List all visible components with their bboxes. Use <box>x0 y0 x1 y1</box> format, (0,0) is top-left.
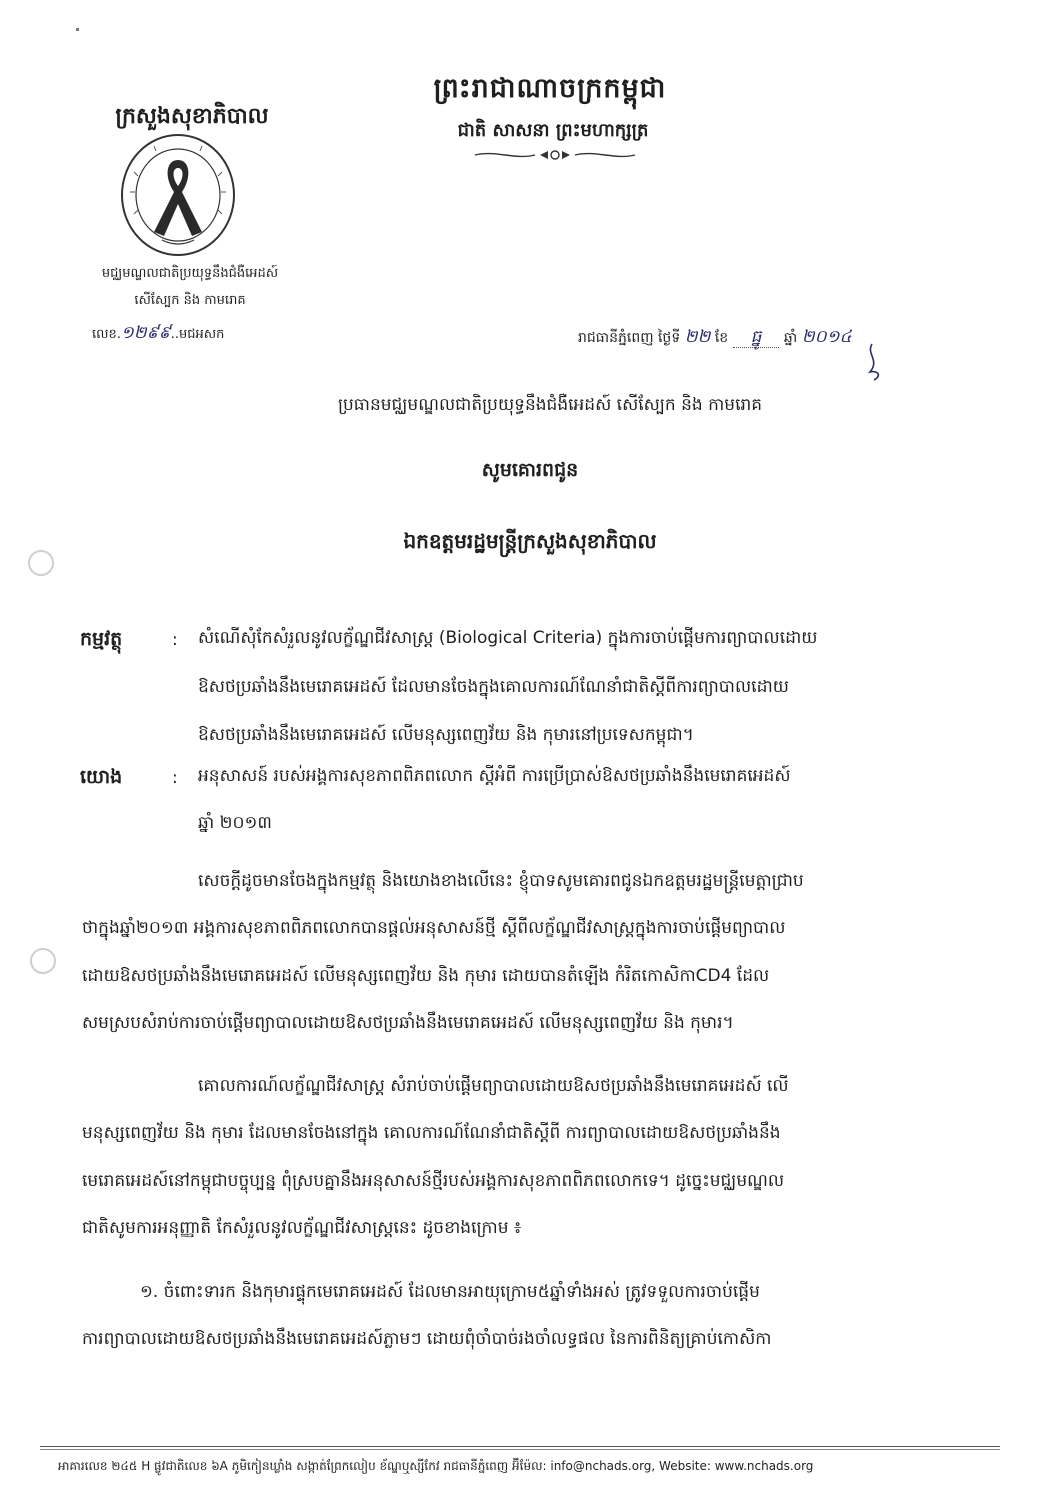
ministry-name: ក្រសួងសុខាភិបាល <box>115 103 269 129</box>
nation-motto: ជាតិ សាសនា ព្រះមហាក្សត្រ <box>457 120 649 141</box>
subject-line: ឱសថប្រឆាំងនឹងមេរោគអេដស៍ លើមនុស្សពេញវ័យ និង កុមារនៅប្រទេសកម្ពុជា។ <box>198 725 694 745</box>
footer-divider <box>40 1446 1000 1447</box>
date-day: ២២ <box>684 327 711 347</box>
ref-number-handwritten: ១២៩៩ <box>120 323 171 343</box>
subject-colon: : <box>172 630 178 650</box>
paragraph-line: មនុស្សពេញវ័យ និង កុមារ ដែលមានចែងនៅក្នុង គោលការណ៍ណែនាំជាតិស្តីពី ការព្យាបាលដោយឱសថប្រឆាំងនឹង <box>82 1123 781 1143</box>
list-item: ១. ចំពោះទារក និងកុមារផ្ទុកមេរោគអេដស៍ ដែលមានអាយុក្រោម៥ឆ្នាំទាំងអស់ ត្រូវទទួលការចាប់ផ្តើម <box>140 1282 760 1302</box>
date-month-label: ខែ <box>714 330 729 346</box>
reference-number: លេខ.១២៩៩..មជអសក <box>92 323 225 343</box>
paragraph-line: ជាតិសូមការអនុញ្ញាតិ កែសំរួលនូវលក្ខ័ណ្ឌជីវសាស្ត្រនេះ ដូចខាងក្រោម ៖ <box>82 1218 522 1238</box>
signature-mark-icon <box>860 342 890 382</box>
punch-hole <box>30 948 56 974</box>
scan-speck <box>76 28 79 31</box>
reference-label: យោង <box>80 766 123 788</box>
date-prefix: រាជធានីភ្នំពេញ ថ្ងៃទី <box>578 330 681 346</box>
motto-ornament-icon <box>470 148 640 162</box>
recipient-title: ឯកឧត្តមរដ្ឋមន្ត្រីក្រសួងសុខាភិបាល <box>403 529 657 553</box>
center-name-line1: មជ្ឈមណ្ឌលជាតិប្រយុទ្ធនឹងជំងឺអេដស៍ <box>101 266 279 281</box>
subject-line: ឱសថប្រឆាំងនឹងមេរោគអេដស៍ ដែលមានចែងក្នុងគោលការណ៍ណែនាំជាតិស្តីពីការព្យាបាលដោយ <box>198 677 789 697</box>
respect-to: សូមគោរពជូន <box>481 459 579 481</box>
center-name-line2: សើស្បែក និង កាមរោគ <box>134 293 246 308</box>
reference-colon: : <box>172 768 178 788</box>
subject-line: សំណើសុំកែសំរួលនូវលក្ខ័ណ្ឌជីវសាស្ត្រ (Biological Criteria) ក្នុងការចាប់ផ្តើមការព្យាបាលដោយ <box>198 628 818 648</box>
footer-divider <box>40 1449 1000 1450</box>
date-month: ធ្នូ <box>733 327 780 348</box>
paragraph-line: ដោយឱសថប្រឆាំងនឹងមេរោគអេដស៍ លើមនុស្សពេញវ័យ និង កុមារ ដោយបានតំឡើង កំរិតកោសិកាCD4 ដែល <box>82 966 770 986</box>
ministry-seal-icon <box>118 132 238 258</box>
paragraph-line: សេចក្តីដូចមានចែងក្នុងកម្មវត្ថុ និងយោងខាងលើនេះ ខ្ញុំបាទសូមគោរពជូនឯកឧត្តមរដ្ឋមន្ត្រីមេត្តាជ្រាប <box>198 871 804 891</box>
footer-address: អាគារលេខ ២៤៥ H ផ្លូវជាតិលេខ ៦A ភូមិកៀនឃ្លាំង សង្កាត់ព្រែកលៀប ខ័ណ្ឌឬស្សីកែវ រាជធានីភ្នំពេញ អ៊ីម៉ែល: info@nchads.org, Website: www.nchads.org <box>58 1459 814 1473</box>
list-item-continuation: ការព្យាបាលដោយឱសថប្រឆាំងនឹងមេរោគអេដស៍ភ្លាមៗ ដោយពុំចាំបាច់រងចាំលទ្ធផល នៃការពិនិត្យគ្រាប់កោសិកា <box>82 1329 772 1349</box>
kingdom-title: ព្រះរាជាណាចក្រកម្ពុជា <box>433 73 667 104</box>
date-year-label: ឆ្នាំ <box>783 330 798 346</box>
ref-suffix: មជអសក <box>178 327 225 342</box>
punch-hole <box>28 550 54 576</box>
date-line <box>578 326 1018 351</box>
paragraph-line: សមស្របសំរាប់ការចាប់ផ្តើមព្យាបាលដោយឱសថប្រឆាំងនឹងមេរោគអេដស៍ លើមនុស្សពេញវ័យ និង កុមារ។ <box>82 1013 734 1033</box>
paragraph-line: គោលការណ៍លក្ខ័ណ្ឌជីវសាស្ត្រ សំរាប់ចាប់ផ្តើមព្យាបាលដោយឱសថប្រឆាំងនឹងមេរោគអេដស៍ លើ <box>198 1076 789 1096</box>
subject-label: កម្មវត្ថុ <box>80 628 123 650</box>
paragraph-line: ថាក្នុងឆ្នាំ២០១៣ អង្គការសុខភាពពិភពលោកបានផ្តល់អនុសាសន៍ថ្មី ស្តីពីលក្ខ័ណ្ឌជីវសាស្ត្រក្នុងការចាប់ផ្តើមព្យាបាល <box>82 918 786 938</box>
ref-prefix: លេខ <box>92 327 117 342</box>
paragraph-line: មេរោគអេដស៍នៅកម្ពុជាបច្ចុប្បន្ន ពុំស្របគ្នានឹងអនុសាសន៍ថ្មីរបស់អង្គការសុខភាពពិភពលោកទេ។ ដូច្នេះមជ្ឈមណ្ឌល <box>82 1171 785 1191</box>
reference-line: អនុសាសន៍ របស់អង្គការសុខភាពពិភពលោក ស្តីអំពី ការប្រើប្រាស់ឱសថប្រឆាំងនឹងមេរោគអេដស៍ <box>198 766 791 786</box>
date-year: ២០១៤ <box>801 327 852 347</box>
sender-title: ប្រធានមជ្ឈមណ្ឌលជាតិប្រយុទ្ធនឹងជំងឺអេដស៍ សើស្បែក និង កាមរោគ <box>337 395 763 415</box>
reference-line: ឆ្នាំ ២០១៣ <box>198 813 272 833</box>
